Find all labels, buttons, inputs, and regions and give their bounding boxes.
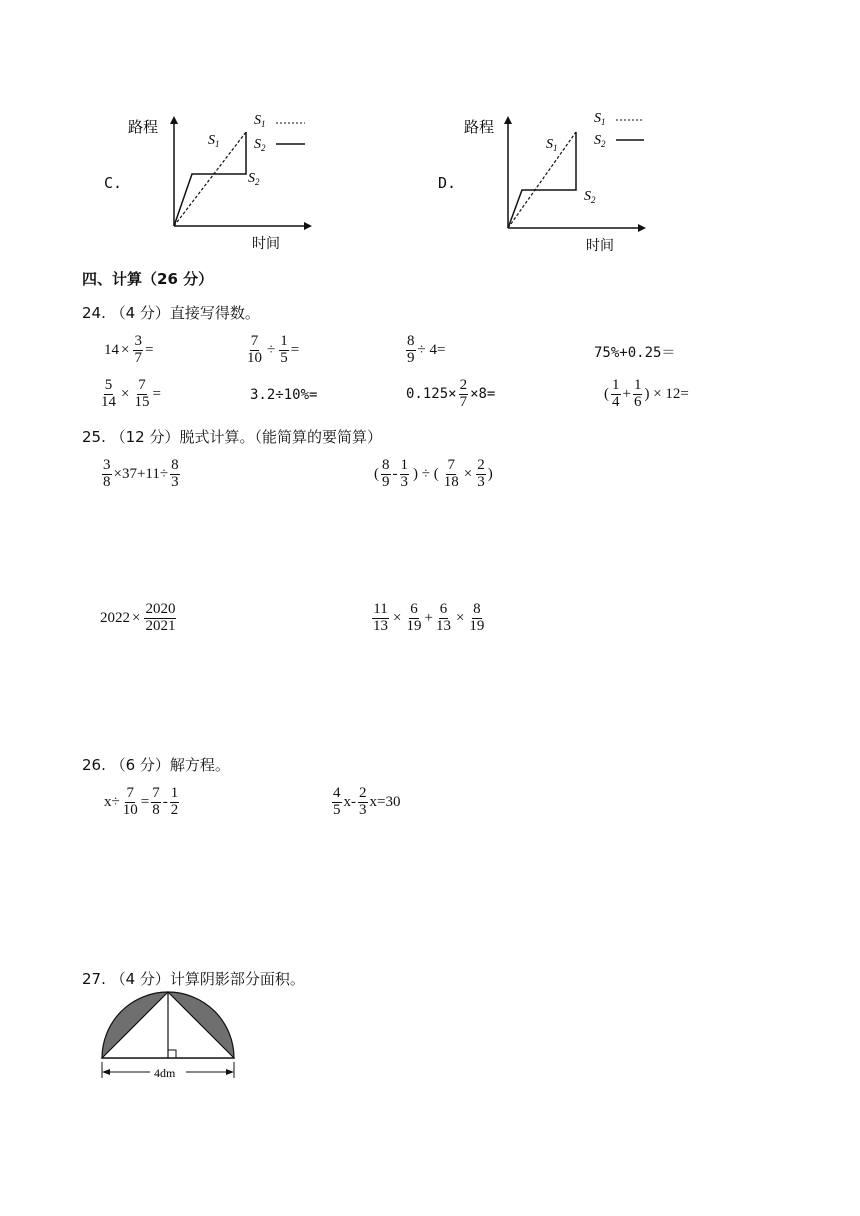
q27-title: 27. （4 分）计算阴影部分面积。 [82,970,305,988]
option-d-graph [460,104,650,254]
q24-r2c3: 0.125× $\frac{2}{7}$ ×8= [406,377,496,410]
q24-r1c4: 75%+0.25＝ [594,345,676,361]
q27-figure [96,990,246,1082]
svg-text:S1: $S_1$ [546,137,558,153]
q26-eq2: $\frac{4}{5}$ x- $\frac{2}{3}$ x=30 [333,785,401,818]
q25-e2: ( $\frac{8}{9}$ - $\frac{1}{3}$ ) ÷ ( $\frac{7}{18}$ × $\frac{2}{3}$ ) [374,457,493,490]
svg-text:S2: $S_2$ [248,171,260,187]
q24-r2c2: 3.2÷10%= [250,387,318,403]
q25-title: 25. （12 分）脱式计算。（能简算的要简算） [82,428,382,446]
q24-r1c1: 14 × $\frac{3}{7}$ = [104,333,154,366]
option-c-label: C. [104,174,123,192]
q26-title: 26. （6 分）解方程。 [82,756,230,774]
option-d-xlabel: 时间 [586,239,614,254]
q24-r1c3: $\frac{8}{9}$ ÷ 4= [407,333,446,366]
option-d-label: D. [438,174,457,192]
dimension-label: 4dm [154,1066,176,1080]
q24-r1c2: $\frac{7}{10}$ ÷ $\frac{1}{5}$ = [247,333,300,366]
q24-title: 24. （4 分）直接写得数。 [82,304,260,322]
q25-e1: $\frac{3}{8}$ ×37+11÷ $\frac{8}{3}$ [103,457,179,490]
svg-text:S1: $S_1$ [254,113,266,129]
option-c-ylabel: 路程 [128,120,159,136]
section-title: 四、计算（26 分） [82,270,214,288]
option-c-graph [124,104,314,254]
q26-eq1: x÷ $\frac{7}{10}$ = $\frac{7}{8}$ - $\frac{1}{2}$ [104,785,179,818]
q24-r2c4: ( $\frac{1}{4}$ + $\frac{1}{6}$ ) × 12= [604,377,689,410]
q25-e3: 2022 × $\frac{2020}{2021}$ [100,601,176,634]
svg-text:S2: $S_2$ [584,189,596,205]
q24-r2c1: $\frac{5}{14}$ × $\frac{7}{15}$ = [101,377,161,410]
option-c-xlabel: 时间 [252,237,280,252]
svg-text:S1: $S_1$ [594,111,606,127]
svg-text:S1: $S_1$ [208,133,220,149]
svg-text:S2: $S_2$ [254,137,266,153]
q25-e4: $\frac{11}{13}$ × $\frac{6}{19}$ + $\frac{6}{13}$ × $\frac{8}{19}$ [373,601,485,634]
svg-text:S2: $S_2$ [594,133,606,149]
option-d-ylabel: 路程 [464,120,495,136]
